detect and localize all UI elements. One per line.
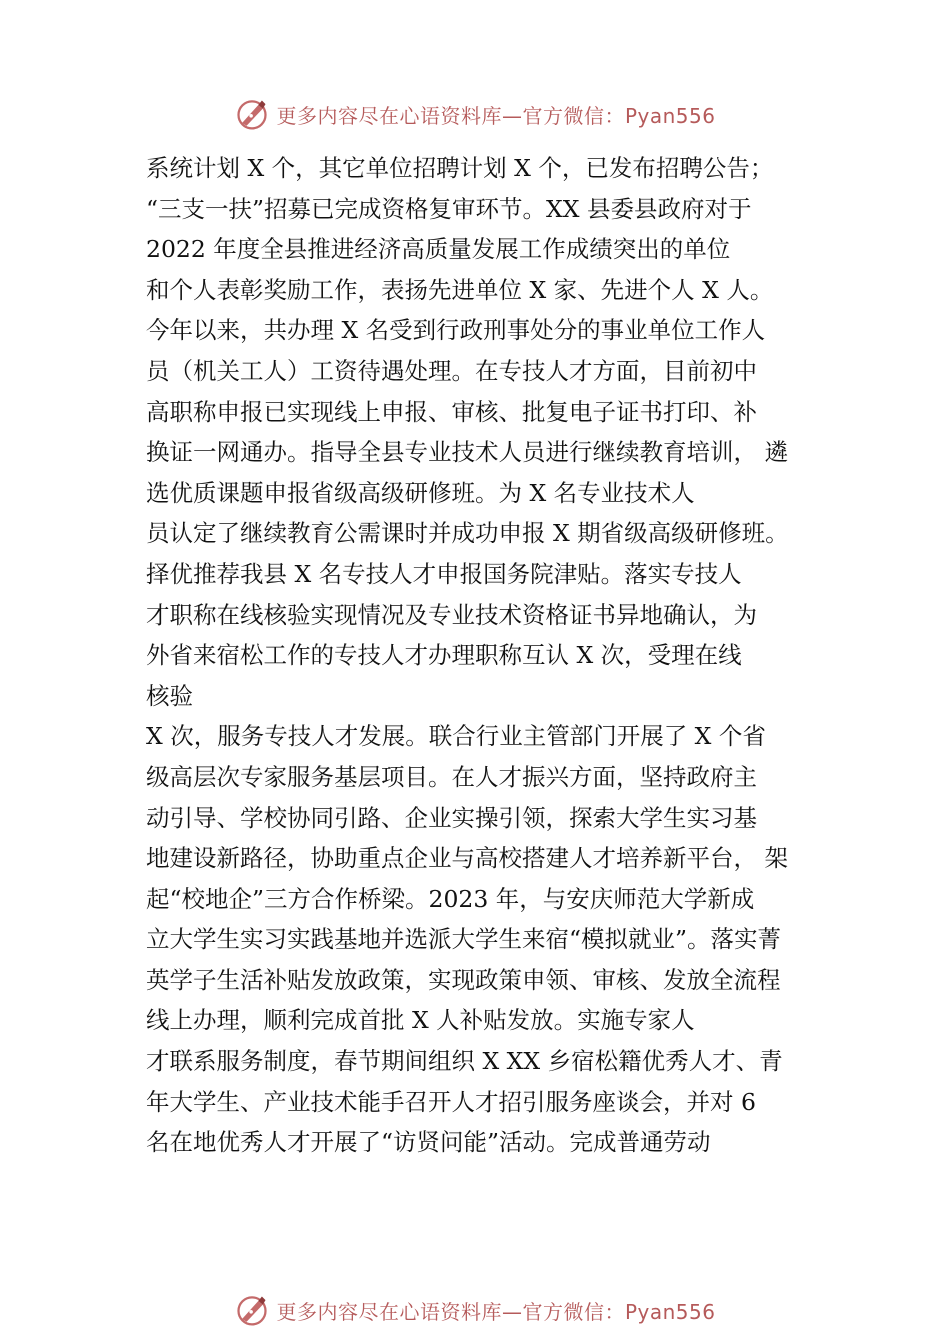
text-line: 换证一网通办。指导全县专业技术人员进行继续教育培训， 遴 (146, 438, 788, 467)
header-banner (0, 94, 950, 134)
text-line: 今年以来，共办理 X 名受到行政刑事处分的事业单位工作人 (146, 316, 766, 345)
banner-text: 更多内容尽在心语资料库—官方微信：Pyan556 (276, 1299, 716, 1324)
text-line: 高职称申报已实现线上申报、审核、批复电子证书打印、补 (146, 397, 757, 426)
text-line: “三支一扶”招募已完成资格复审环节。XX 县委县政府对于 (146, 194, 752, 223)
text-line: 线上办理，顺利完成首批 X 人补贴发放。实施专家人 (146, 1006, 695, 1035)
text-line: 才联系服务制度，春节期间组织 X XX 乡宿松籍优秀人才、青 (146, 1047, 783, 1076)
footer-banner (0, 1290, 950, 1330)
text-line: 2022 年度全县推进经济高质量发展工作成绩突出的单位 (146, 235, 731, 264)
text-line: 年大学生、产业技术能手召开人才招引服务座谈会，并对 6 (146, 1087, 756, 1116)
text-line: 选优质课题申报省级高级研修班。为 X 名专业技术人 (146, 478, 695, 507)
text-line: 名在地优秀人才开展了“访贤问能”活动。完成普通劳动 (146, 1128, 711, 1157)
text-line: X 次，服务专技人才发展。联合行业主管部门开展了 X 个省 (146, 722, 766, 751)
text-line: 择优推荐我县 X 名专技人才申报国务院津贴。落实专技人 (146, 559, 742, 588)
pen-nib-circle-logo-icon (234, 96, 270, 132)
banner-text: 更多内容尽在心语资料库—官方微信：Pyan556 (276, 103, 716, 128)
text-line: 起“校地企”三方合作桥梁。2023 年，与安庆师范大学新成 (146, 884, 755, 913)
text-line: 核验 (146, 681, 193, 710)
pen-nib-circle-logo-icon (234, 1292, 270, 1328)
text-line: 外省来宿松工作的专技人才办理职称互认 X 次，受理在线 (146, 641, 742, 670)
text-line: 系统计划 X 个，其它单位招聘计划 X 个，已发布招聘公告； (146, 154, 774, 182)
text-line: 地建设新路径，协助重点企业与高校搭建人才培养新平台， 架 (146, 844, 788, 873)
text-line: 才职称在线核验实现情况及专业技术资格证书异地确认，为 (146, 600, 757, 629)
text-line: 员认定了继续教育公需课时并成功申报 X 期省级高级研修班。 (146, 519, 789, 548)
text-line: 动引导、学校协同引路、企业实操引领，探索大学生实习基 (146, 803, 757, 832)
document-body (146, 148, 846, 1163)
text-line: 英学子生活补贴发放政策，实现政策申领、审核、发放全流程 (146, 965, 781, 994)
text-line: 员（机关工人）工资待遇处理。在专技人才方面，目前初中 (146, 356, 757, 385)
text-line: 和个人表彰奖励工作，表扬先进单位 X 家、先进个人 X 人。 (146, 275, 774, 304)
text-line: 立大学生实习实践基地并选派大学生来宿“模拟就业”。落实菁 (146, 925, 782, 954)
text-line: 级高层次专家服务基层项目。在人才振兴方面，坚持政府主 (146, 762, 757, 791)
